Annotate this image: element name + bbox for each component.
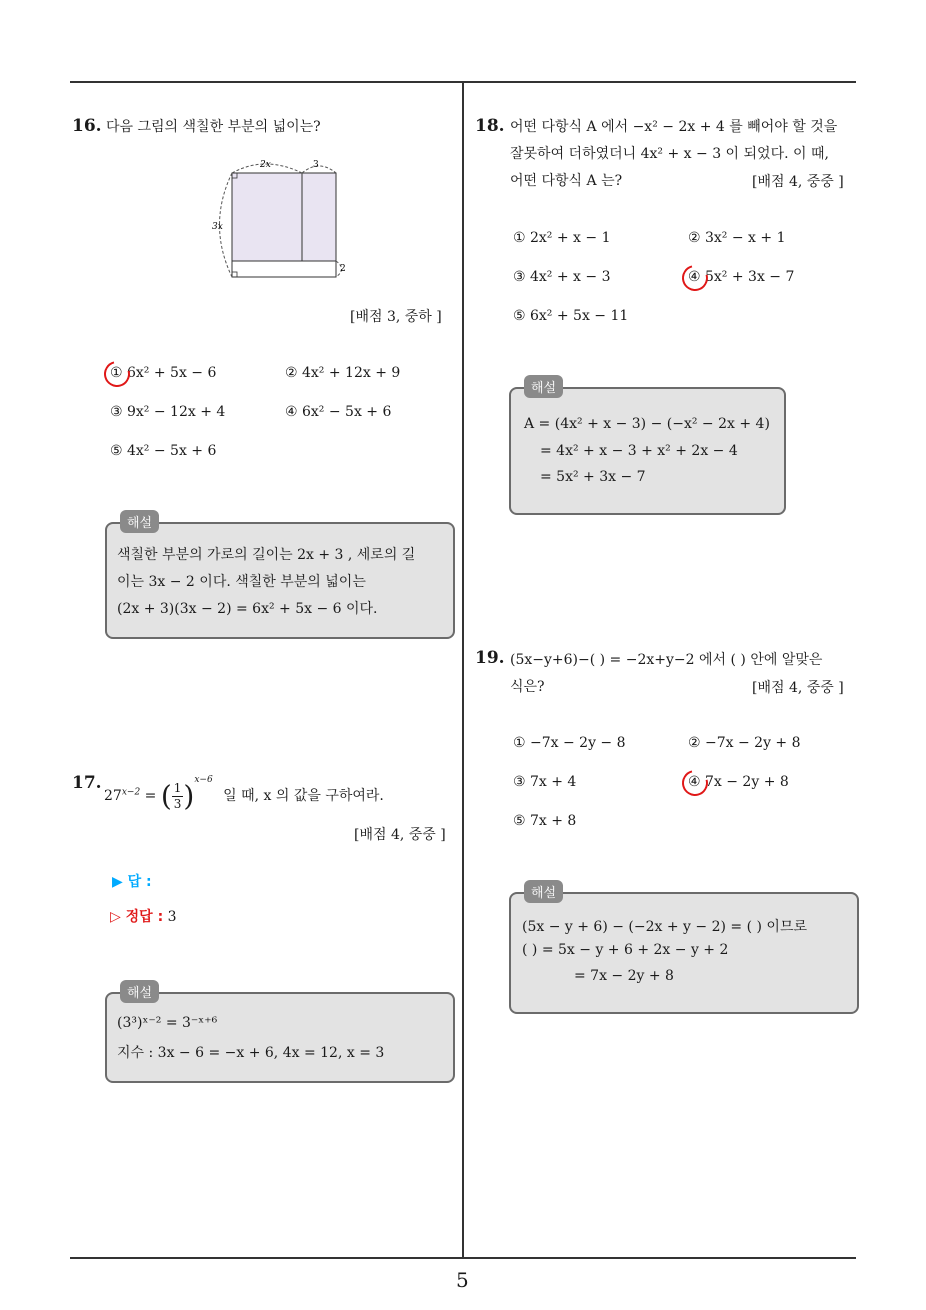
q16-explanation-tag: 해설: [120, 510, 159, 533]
q19-answer-mark: [677, 765, 713, 801]
bottom-rule: [70, 1257, 856, 1259]
q19-line-2: 식은?: [510, 679, 545, 695]
q19-explanation-line-2: ( ) = 5x − y + 6 + 2x − y + 2: [522, 942, 729, 958]
fig-label-2x: 2x: [260, 160, 271, 170]
fig-label-3x: 3x: [212, 222, 223, 232]
q17-explanation-line-1: (3³)ˣ⁻² = 3⁻ˣ⁺⁶: [117, 1015, 218, 1031]
q19-explanation-line-3: = 7x − 2y + 8: [574, 968, 674, 984]
q18-answer-mark: [677, 260, 713, 296]
fig-label-3: 3: [313, 160, 319, 170]
q19-choice-5[interactable]: ⑤ 7x + 8: [513, 813, 577, 829]
q16-text: 다음 그림의 색칠한 부분의 넓이는?: [106, 119, 321, 135]
q19-explanation-line-1: (5x − y + 6) − (−2x + y − 2) = ( ) 이므로: [522, 919, 807, 935]
q17-lhs-exp: x−2: [121, 787, 141, 798]
q18-explanation-line-1: A = (4x² + x − 3) − (−x² − 2x + 4): [524, 416, 770, 432]
q18-choice-4[interactable]: ④ 5x² + 3x − 7: [688, 269, 795, 285]
q16-explanation-line-3: (2x + 3)(3x − 2) = 6x² + 5x − 6 이다.: [117, 601, 378, 617]
q17-explanation-line-2: 지수 : 3x − 6 = −x + 6, 4x = 12, x = 3: [117, 1045, 385, 1061]
q16-explanation-line-2: 이는 3x − 2 이다. 색칠한 부분의 넓이는: [117, 574, 366, 590]
q16-answer-mark: [99, 356, 135, 392]
q18-choice-3[interactable]: ③ 4x² + x − 3: [513, 269, 611, 285]
q18-explanation-line-3: = 5x² + 3x − 7: [540, 469, 646, 485]
fig-label-2: 2: [340, 264, 346, 274]
q17-eq: =: [144, 788, 157, 804]
q18-line-2: 잘못하여 더하였더니 4x² + x − 3 이 되었다. 이 때,: [510, 146, 829, 162]
page-number: 5: [456, 1268, 469, 1292]
q17-text: 일 때, x 의 값을 구하여라.: [223, 788, 384, 804]
q18-number: 18.: [475, 116, 505, 136]
q16-explanation-line-1: 색칠한 부분의 가로의 길이는 2x + 3 , 세로의 길: [117, 547, 416, 563]
q16-score: [배점 3, 중하 ]: [350, 309, 442, 325]
q19-choice-3[interactable]: ③ 7x + 4: [513, 774, 577, 790]
q17-rhs-exp: x−6: [194, 775, 213, 785]
q17-number: 17.: [72, 773, 102, 793]
q16-choice-5[interactable]: ⑤ 4x² − 5x + 6: [110, 443, 217, 459]
column-divider: [462, 81, 464, 1259]
q16-figure: [205, 155, 355, 285]
q17-lhs: 27: [104, 788, 122, 804]
q19-explanation-tag: 해설: [524, 880, 563, 903]
q17-answer-label: ▶ 답 :: [112, 874, 152, 890]
q18-line-3: 어떤 다항식 A 는?: [510, 173, 623, 189]
q16-choice-4[interactable]: ④ 6x² − 5x + 6: [285, 404, 392, 420]
q18-explanation-tag: 해설: [524, 375, 563, 398]
q17-frac-den: 3: [173, 796, 182, 811]
q17-equation: $27^{x-2}$ = ( $\frac{1}{3}$ )$^{x-6}$ 일 때, x 의 값을 구하여라.: [104, 775, 384, 813]
q16-choice-1[interactable]: ① 6x² + 5x − 6: [110, 365, 217, 381]
q19-choice-1[interactable]: ① −7x − 2y − 8: [513, 735, 626, 751]
q17-correct-label: ▷ 정답 :: [110, 909, 164, 925]
q16-choice-3[interactable]: ③ 9x² − 12x + 4: [110, 404, 226, 420]
q19-line-1: (5x−y+6)−( ) = −2x+y−2 에서 ( ) 안에 알맞은: [510, 652, 823, 668]
q19-choice-4[interactable]: ④ 7x − 2y + 8: [688, 774, 789, 790]
q18-choice-2[interactable]: ② 3x² − x + 1: [688, 230, 786, 246]
q17-correct-value: 3: [167, 909, 177, 925]
q16-choice-2[interactable]: ② 4x² + 12x + 9: [285, 365, 401, 381]
q17-frac-num: 1: [173, 780, 182, 795]
q19-choice-2[interactable]: ② −7x − 2y + 8: [688, 735, 801, 751]
q18-explanation-line-2: = 4x² + x − 3 + x² + 2x − 4: [540, 443, 738, 459]
q18-choice-1[interactable]: ① 2x² + x − 1: [513, 230, 611, 246]
q19-number: 19.: [475, 648, 505, 668]
q17-score: [배점 4, 중중 ]: [354, 827, 446, 843]
q19-score: [배점 4, 중중 ]: [752, 680, 844, 696]
q16-number: 16.: [72, 116, 102, 136]
q18-choice-5[interactable]: ⑤ 6x² + 5x − 11: [513, 308, 629, 324]
q18-score: [배점 4, 중중 ]: [752, 174, 844, 190]
q17-explanation-tag: 해설: [120, 980, 159, 1003]
q17-explanation-box: [105, 992, 455, 1083]
q18-line-1: 어떤 다항식 A 에서 −x² − 2x + 4 를 빼어야 할 것을: [510, 119, 838, 135]
q17-correct-row: [110, 906, 177, 926]
